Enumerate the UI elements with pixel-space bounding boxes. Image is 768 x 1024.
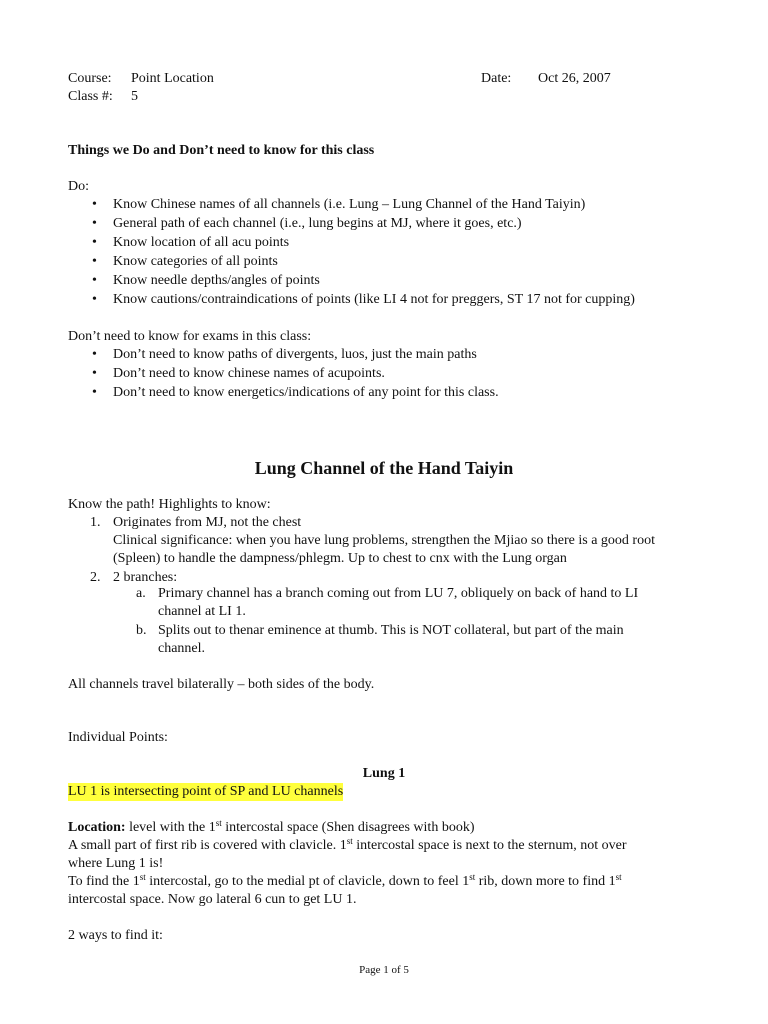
sublist-line: Splits out to thenar eminence at thumb. This is NOT collateral, but part of the main [158, 623, 624, 638]
dont-item: Don’t need to know energetics/indications of any point for this class. [113, 385, 499, 400]
text-run: intercostal, go to the medial pt of clavicle, down to feel 1 [145, 874, 470, 889]
section-title-lung-channel: Lung Channel of the Hand Taiyin [254, 458, 514, 478]
location-line [68, 819, 475, 837]
list-item-line: Clinical significance: when you have lung problems, strengthen the Mjiao so there is a good root [113, 533, 655, 548]
bullet-icon: • [92, 216, 97, 231]
text-run: rib, down more to find 1 [475, 874, 616, 889]
bullet-icon: • [92, 347, 97, 362]
lung1-title: Lung 1 [362, 766, 406, 781]
sublist-letter: b. [136, 623, 147, 638]
class-value: 5 [131, 89, 138, 104]
sublist-line: channel. [158, 641, 206, 656]
bilateral-note: All channels travel bilaterally – both sides of the body. [68, 677, 375, 692]
course-label: Course: [68, 71, 112, 86]
text-run: A small part of first rib is covered with clavicle. 1 [68, 838, 347, 853]
sublist-letter: a. [136, 586, 146, 601]
superscript: st [469, 872, 476, 882]
text-run: To find the 1 [68, 874, 140, 889]
sublist-line: Primary channel has a branch coming out from LU 7, obliquely on back of hand to LI [158, 586, 639, 601]
list-number: 2. [90, 570, 101, 585]
text-run: intercostal space is next to the sternum, not over [352, 838, 627, 853]
individual-points-heading: Individual Points: [68, 730, 168, 745]
location-text: level with the 1 [125, 820, 216, 835]
paragraph-line [68, 837, 627, 855]
section-title-things-to-know: Things we Do and Don’t need to know for this class [68, 143, 375, 158]
do-item: Know categories of all points [113, 254, 278, 269]
do-item: Know Chinese names of all channels (i.e. Lung – Lung Channel of the Hand Taiyin) [113, 197, 586, 212]
date-value: Oct 26, 2007 [538, 71, 611, 86]
bullet-icon: • [92, 254, 97, 269]
bullet-icon: • [92, 235, 97, 250]
bullet-icon: • [92, 292, 97, 307]
path-intro: Know the path! Highlights to know: [68, 497, 271, 512]
do-item: Know needle depths/angles of points [113, 273, 320, 288]
bullet-icon: • [92, 366, 97, 381]
bullet-icon: • [92, 385, 97, 400]
bullet-icon: • [92, 197, 97, 212]
ways-to-find: 2 ways to find it: [68, 928, 163, 943]
bullet-icon: • [92, 273, 97, 288]
lung1-highlight: LU 1 is intersecting point of SP and LU channels [68, 784, 344, 799]
list-item-line: 2 branches: [113, 570, 178, 585]
class-label: Class #: [68, 89, 113, 104]
paragraph-line: intercostal space. Now go lateral 6 cun to get LU 1. [68, 892, 357, 907]
dont-item: Don’t need to know chinese names of acupoints. [113, 366, 385, 381]
course-value: Point Location [131, 71, 214, 86]
location-label: Location: [68, 820, 126, 835]
list-item-line: (Spleen) to handle the dampness/phlegm. Up to chest to cnx with the Lung organ [113, 551, 567, 566]
do-item: Know cautions/contraindications of points (like LI 4 not for preggers, ST 17 not for cupping) [113, 292, 635, 307]
sublist-line: channel at LI 1. [158, 604, 246, 619]
dont-item: Don’t need to know paths of divergents, luos, just the main paths [113, 347, 477, 362]
superscript: st [615, 872, 622, 882]
superscript: st [346, 836, 353, 846]
superscript: st [215, 818, 222, 828]
paragraph-line: where Lung 1 is! [68, 856, 164, 871]
list-item-line: Originates from MJ, not the chest [113, 515, 302, 530]
date-label: Date: [481, 71, 512, 86]
do-label: Do: [68, 179, 89, 194]
do-item: General path of each channel (i.e., lung begins at MJ, where it goes, etc.) [113, 216, 522, 231]
do-item: Know location of all acu points [113, 235, 290, 250]
paragraph-line [68, 873, 622, 891]
list-number: 1. [90, 515, 101, 530]
page-number: Page 1 of 5 [359, 964, 409, 976]
superscript: st [139, 872, 146, 882]
dont-label: Don’t need to know for exams in this class: [68, 329, 312, 344]
location-text: intercostal space (Shen disagrees with book) [221, 820, 475, 835]
